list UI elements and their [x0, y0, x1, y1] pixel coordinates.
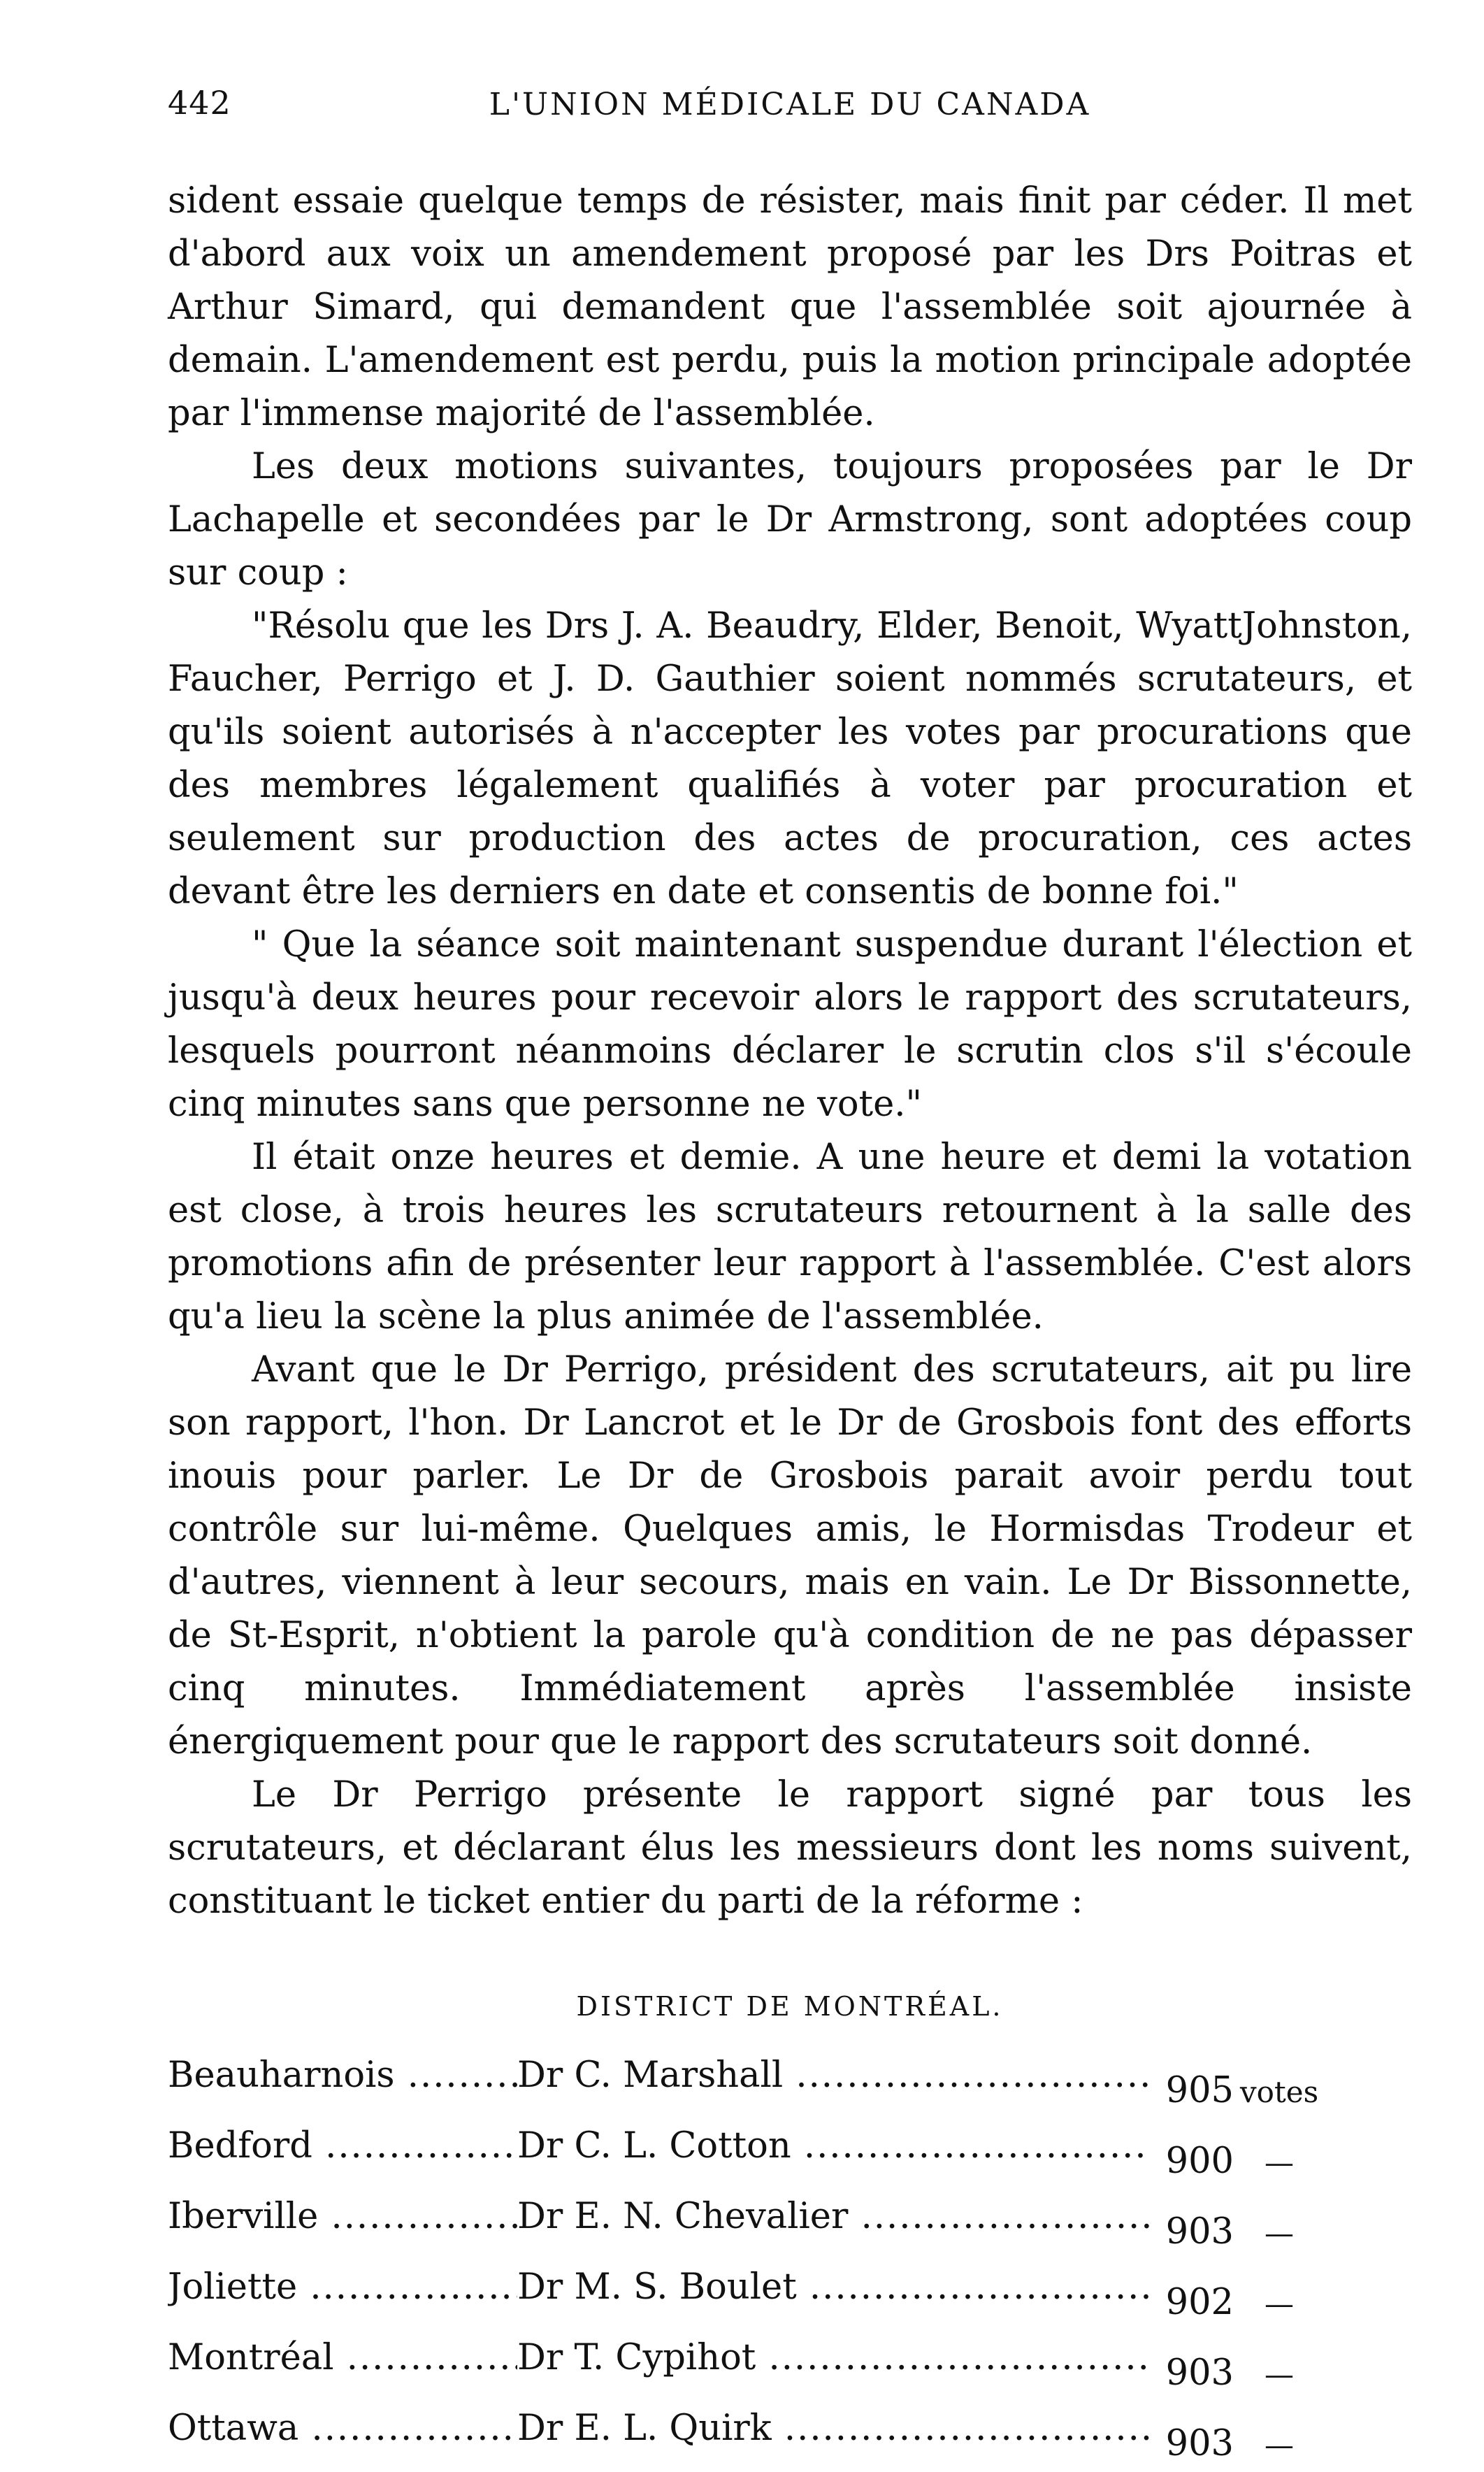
vote-unit: votes — [1239, 2075, 1319, 2109]
election-results-list — [168, 2048, 1412, 2472]
quoted-resolution: " Que la séance soit maintenant suspendue durant l'élection et jusqu'à deux heures pour recevoir alors le rapport des scrutateurs, lesquels pourront néanmoins déclarer le scrutin clos s'il s'écoule cinq minutes sans que personne ne vote." — [168, 924, 1412, 1125]
vote-unit: — — [1265, 2146, 1294, 2180]
result-row — [168, 2119, 1412, 2190]
vote-unit: — — [1265, 2357, 1294, 2392]
result-row — [168, 2190, 1412, 2260]
paragraph: sident essaie quelque temps de résister, mais finit par céder. Il met d'abord aux voix un amendement proposé par les Drs Poitras et Arthur Simard, qui demandent que l'assemblée soit ajournée à demain. L'amendement est perdu, puis la motion principale adoptée par l'immense majorité de l'assemblée. — [168, 180, 1412, 434]
county-name: Montréal ..... — [168, 2331, 517, 2400]
running-head: L'UNION MÉDICALE DU CANADA — [489, 87, 1091, 122]
elected-doctor: Dr M. S. Boulet ..... — [517, 2260, 1150, 2329]
vote-count: 900 — [1165, 2141, 1234, 2182]
elected-doctor: Dr E. L. Quirk ..... — [517, 2401, 1150, 2471]
result-row — [168, 2260, 1412, 2331]
vote-count: 905 — [1165, 2070, 1234, 2111]
paragraph: Avant que le Dr Perrigo, président des scrutateurs, ait pu lire son rapport, l'hon. Dr Lancrot et le Dr de Grosbois font des efforts inouis pour parler. Le Dr de Grosbois parait avoir perdu tout contrôle sur lui-même. Quelques amis, le Hormisdas Trodeur et d'autres, viennent à leur secours, mais en vain. Le Dr Bissonnette, de St-Esprit, n'obtient la parole qu'à condition de ne pas dépasser cinq minutes. Immédiatement après l'assemblée insiste énergiquement pour que le rapport des scrutateurs soit donné. — [168, 1349, 1412, 1762]
paragraph: Le Dr Perrigo présente le rapport signé par tous les scrutateurs, et déclarant élus les messieurs dont les noms suivent, constituant le ticket entier du parti de la réforme : — [168, 1774, 1412, 1922]
quoted-resolution: "Résolu que les Drs J. A. Beaudry, Elder, Benoit, WyattJohnston, Faucher, Perrigo et J. D. Gauthier soient nommés scrutateurs, et qu'ils soient autorisés à n'accepter les votes par procurations que des membres légalement qualifiés à voter par procuration et seulement sur production des actes de procuration, ces actes devant être les derniers en date et consentis de bonne foi." — [168, 605, 1412, 912]
vote-count: 903 — [1165, 2211, 1234, 2252]
paragraph: Il était onze heures et demie. A une heure et demi la votation est close, à trois heures les scrutateurs retournent à la salle des promotions afin de présenter leur rapport à l'assemblée. C'est alors qu'a lieu la scène la plus animée de l'assemblée. — [168, 1137, 1412, 1337]
elected-doctor: Dr C. Marshall ..... — [517, 2048, 1150, 2118]
page-content — [168, 84, 1412, 2472]
county-name: Iberville ..... — [168, 2190, 517, 2259]
elected-doctor: Dr T. Cypihot ..... — [517, 2331, 1150, 2400]
result-row — [168, 2331, 1412, 2401]
county-name: Bedford ..... — [168, 2119, 517, 2188]
result-row — [168, 2048, 1412, 2119]
vote-count: 902 — [1165, 2282, 1234, 2323]
vote-count: 903 — [1165, 2352, 1234, 2394]
paragraph: Les deux motions suivantes, toujours proposées par le Dr Lachapelle et secondées par le Dr Armstrong, sont adoptées coup sur coup : — [168, 446, 1412, 594]
vote-count: 903 — [1165, 2423, 1234, 2464]
vote-unit: — — [1265, 2216, 1294, 2250]
page-header — [168, 84, 1412, 147]
county-name: Joliette ..... — [168, 2260, 517, 2329]
district-heading: DISTRICT DE MONTRÉAL. — [576, 1991, 1004, 2022]
page-number: 442 — [168, 84, 231, 122]
county-name: Beauharnois ..... — [168, 2048, 517, 2118]
vote-unit: — — [1265, 2428, 1294, 2462]
county-name: Ottawa ..... — [168, 2401, 517, 2471]
vote-unit: — — [1265, 2287, 1294, 2321]
result-row — [168, 2401, 1412, 2472]
elected-doctor: Dr C. L. Cotton ..... — [517, 2119, 1150, 2188]
body-text — [168, 175, 1412, 1928]
elected-doctor: Dr E. N. Chevalier ..... — [517, 2190, 1150, 2259]
